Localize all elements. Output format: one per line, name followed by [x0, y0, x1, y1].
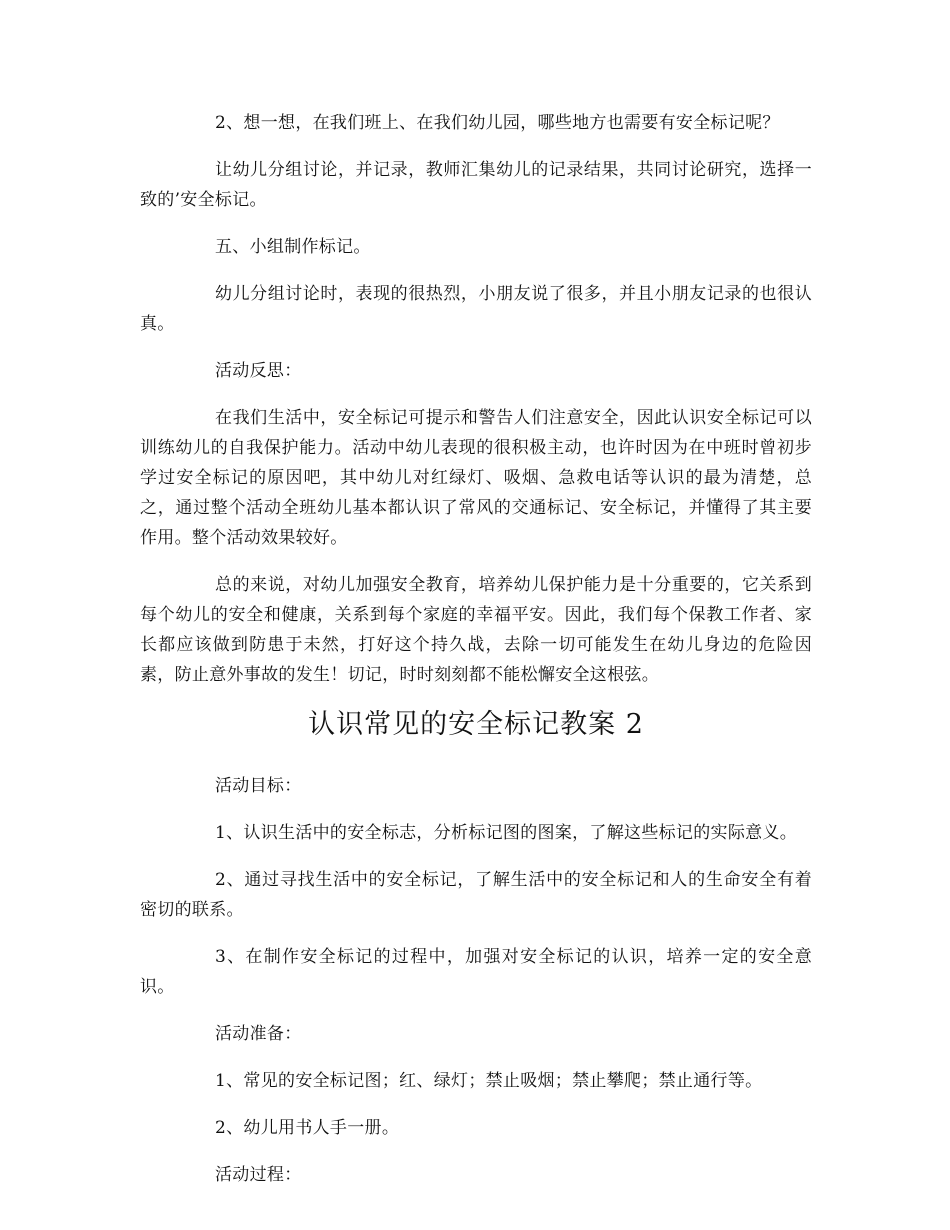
document-page	[140, 108, 812, 1207]
paragraph: 3、在制作安全标记的过程中，加强对安全标记的认识，培养一定的安全意识。	[140, 947, 812, 997]
paragraph: 总的来说，对幼儿加强安全教育，培养幼儿保护能力是十分重要的，它关系到每个幼儿的安全和健康，关系到每个家庭的幸福平安。因此，我们每个保教工作者、家长都应该做到防患于未然，打好这个持久战，去除一切可能发生在幼儿身边的危险因素，防止意外事故的发生！切记，时时刻刻都不能松懈安全这根弦。	[140, 575, 812, 685]
paragraph: 活动反思：	[215, 361, 302, 381]
section-title: 认识常见的安全标记教案 2	[308, 709, 644, 740]
paragraph: 活动准备：	[215, 1024, 302, 1044]
paragraph: 让幼儿分组讨论，并记录，教师汇集幼儿的记录结果，共同讨论研究，选择一致的’安全标记。	[140, 160, 812, 210]
paragraph: 活动目标：	[215, 776, 302, 796]
paragraph: 1、认识生活中的安全标志，分析标记图的图案，了解这些标记的实际意义。	[215, 823, 798, 843]
paragraph: 2、幼儿用书人手一册。	[215, 1118, 400, 1138]
paragraph: 在我们生活中，安全标记可提示和警告人们注意安全，因此认识安全标记可以训练幼儿的自我保护能力。活动中幼儿表现的很积极主动，也许时因为在中班时曾初步学过安全标记的原因吧，其中幼儿对红绿灯、吸烟、急救电话等认识的最为清楚，总之，通过整个活动全班幼儿基本都认识了常风的交通标记、安全标记，并懂得了其主要作用。整个活动效果较好。	[140, 408, 812, 548]
paragraph: 1、常见的安全标记图；红、绿灯；禁止吸烟；禁止攀爬；禁止通行等。	[215, 1071, 763, 1091]
paragraph: 2、想一想，在我们班上、在我们幼儿园，哪些地方也需要有安全标记呢？	[215, 113, 780, 133]
paragraph: 幼儿分组讨论时，表现的很热烈，小朋友说了很多，并且小朋友记录的也很认真。	[140, 284, 812, 334]
paragraph: 五、小组制作标记。	[215, 237, 371, 257]
paragraph: 活动过程：	[215, 1165, 302, 1185]
paragraph: 2、通过寻找生活中的安全标记，了解生活中的安全标记和人的生命安全有着密切的联系。	[140, 870, 812, 920]
